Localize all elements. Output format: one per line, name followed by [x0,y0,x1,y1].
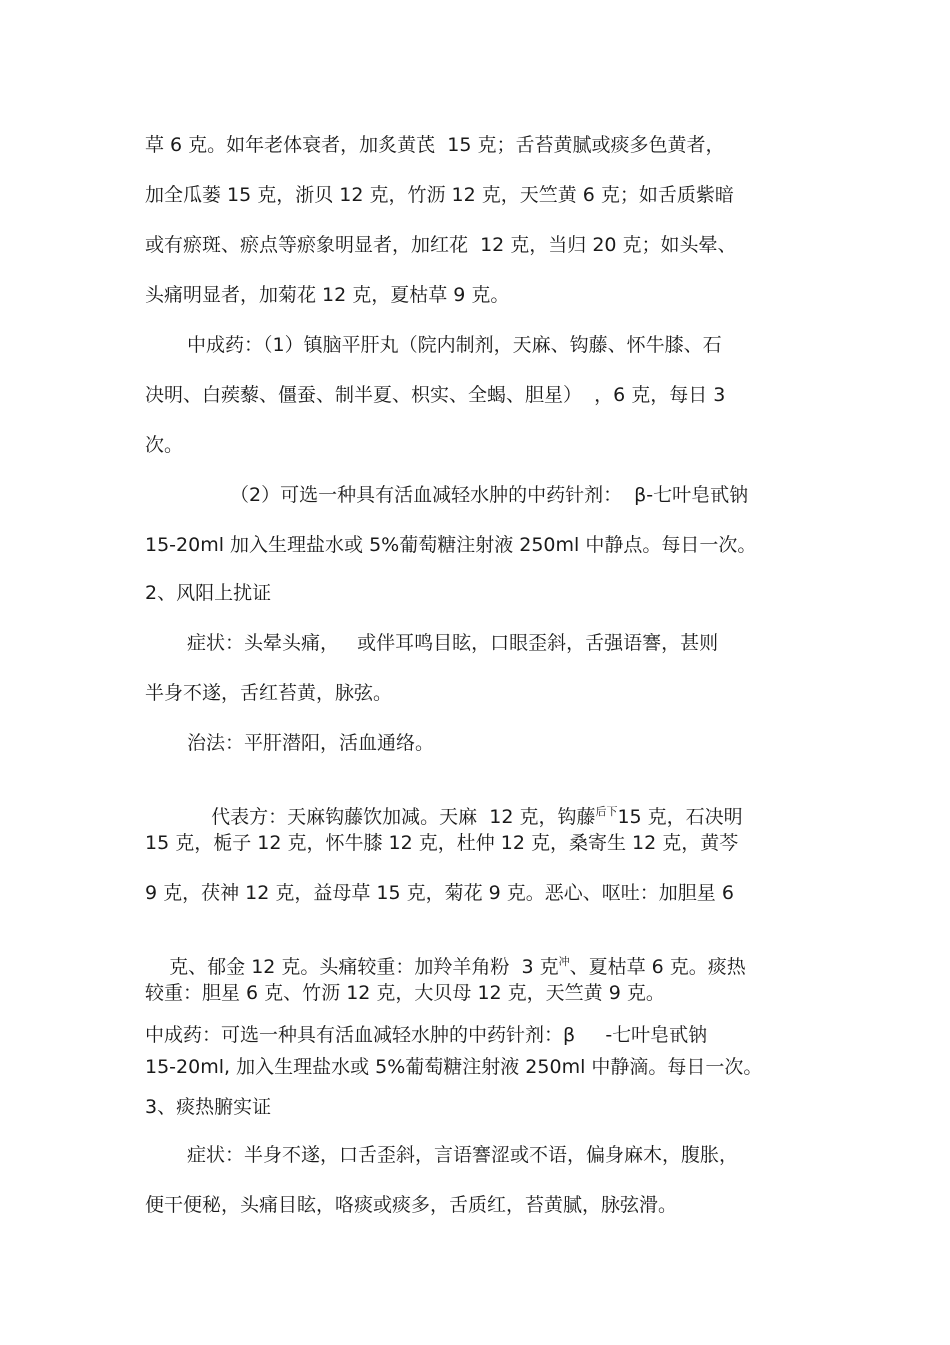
text-line: 15-20ml 加入生理盐水或 5%葡萄糖注射液 250ml 中静点。每日一次。 [145,534,757,556]
text-line: 15-20ml, 加入生理盐水或 5%葡萄糖注射液 250ml 中静滴。每日一次。 [145,1056,763,1078]
text-segment: 克、郁金 12 克。头痛较重：加羚羊角粉 3 克 [169,956,559,978]
text-line: 较重：胆星 6 克、竹沥 12 克，大贝母 12 克，天竺黄 9 克。 [145,982,665,1004]
text-line: 草 6 克。如年老体衰者，加炙黄芪 15 克；舌苔黄腻或痰多色黄者， [145,134,725,156]
text-line: 便干便秘，头痛目眩，咯痰或痰多，舌质红，苔黄腻，脉弦滑。 [145,1194,678,1216]
text-line: 中成药：可选一种具有活血减轻水肿的中药针剂：β -七叶皂甙钠 [145,1024,708,1046]
text-segment: 、夏枯草 6 克。痰热 [569,956,746,978]
text-line: 症状：头晕头痛， 或伴耳鸣目眩，口眼歪斜，舌强语謇，甚则 [187,632,719,654]
text-segment: 代表方：天麻钩藤饮加减。天麻 12 克，钩藤 [211,806,596,828]
text-segment: 15 克，石决明 [617,806,743,828]
text-line: 次。 [145,434,184,456]
text-line: 或有瘀斑、瘀点等瘀象明显者，加红花 12 克，当归 20 克；如头晕、 [145,234,737,256]
annotation-note: 冲 [558,955,570,968]
text-line: 治法：平肝潜阳，活血通络。 [187,732,435,754]
text-line: 9 克，茯神 12 克，益母草 15 克，菊花 9 克。恶心、呕吐：加胆星 6 [145,882,734,904]
text-line: 半身不遂，舌红苔黄，脉弦。 [145,682,393,704]
text-line: 15 克，栀子 12 克，怀牛膝 12 克，杜仲 12 克，桑寄生 12 克，黄芩 [145,832,739,854]
text-line: 加全瓜蒌 15 克，浙贝 12 克，竹沥 12 克，天竺黄 6 克；如舌质紫暗 [145,184,734,206]
text-line: 中成药：（1）镇脑平肝丸（院内制剂，天麻、钩藤、怀牛膝、石 [187,334,722,356]
annotation-note: 后下 [595,805,618,818]
section-heading: 2、风阳上扰证 [145,582,272,604]
section-heading: 3、痰热腑实证 [145,1096,272,1118]
text-line: 头痛明显者，加菊花 12 克，夏枯草 9 克。 [145,284,510,306]
text-line: 决明、白蒺藜、僵蚕、制半夏、枳实、全蝎、胆星） ，6 克，每日 3 [145,384,726,406]
text-line: （2）可选一种具有活血减轻水肿的中药针剂： β-七叶皂甙钠 [230,484,749,506]
text-line: 症状：半身不遂，口舌歪斜，言语謇涩或不语，偏身麻木，腹胀， [187,1144,739,1166]
